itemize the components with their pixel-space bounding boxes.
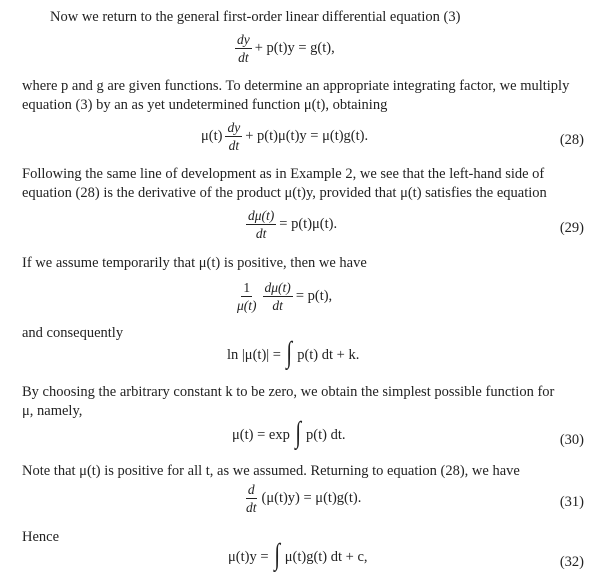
equation-rest: + p(t)μ(t)y = μ(t)g(t). (245, 128, 369, 144)
equation-integrand: p(t) dt. (306, 426, 346, 443)
paragraph-arbitrary-constant (22, 383, 584, 421)
paragraph-intro: Now we return to the general first-order linear differential equation (3) (50, 9, 461, 25)
fraction-numerator: d (247, 482, 255, 497)
equation-number: (28) (559, 132, 584, 148)
equation-29 (0, 208, 606, 248)
equation-number: (29) (559, 220, 584, 236)
equation-rest: = p(t), (295, 288, 333, 304)
paragraph-note-positive: Note that μ(t) is positive for all t, as we assumed. Returning to equation (28), we have (22, 463, 520, 479)
equation-30 (0, 416, 606, 460)
equation-rest: = p(t)μ(t). (279, 216, 338, 232)
fraction-d-dt (244, 482, 259, 515)
equation-prefix: μ(t) = exp (232, 426, 290, 443)
fraction-numerator: dμ(t) (248, 208, 275, 223)
fraction-numerator: 1 (243, 280, 251, 295)
equation-prefix: μ(t) (201, 128, 223, 144)
fraction-one-over-mu (235, 280, 259, 313)
equation-31 (0, 482, 606, 522)
fraction-dmu-dt (246, 208, 276, 241)
equation-ratio (0, 280, 606, 320)
equation-number: (32) (559, 554, 584, 570)
equation-rest: + p(t)y = g(t), (254, 40, 335, 56)
integral-sign: ∫ (273, 538, 280, 571)
equation-number: (30) (559, 432, 584, 448)
fraction-dy-dt (235, 32, 252, 65)
equation-log (0, 336, 606, 380)
paragraph-product-derivative (22, 165, 584, 203)
paragraph-line: equation (3) by an as yet undetermined function μ(t), obtaining (22, 97, 388, 113)
fraction-denominator: dt (255, 226, 267, 241)
equation-number: (31) (559, 494, 584, 510)
paragraph-hence: Hence (22, 529, 60, 545)
fraction-numerator: dμ(t) (264, 280, 291, 295)
paragraph-line: μ, namely, (22, 403, 83, 419)
fraction-denominator: dt (246, 500, 257, 515)
fraction-denominator: dt (272, 298, 283, 313)
equation-prefix: ln |μ(t)| = (227, 346, 281, 363)
equation-integrand: μ(t)g(t) dt + c, (284, 548, 368, 565)
equation-32 (0, 538, 606, 582)
paragraph-integrating-factor (22, 77, 584, 115)
fraction-numerator: dy (227, 120, 241, 135)
paragraph-line: equation (28) is the derivative of the product μ(t)y, provided that μ(t) satisfies the equation (22, 185, 547, 201)
paragraph-line: By choosing the arbitrary constant k to be zero, we obtain the simplest possible function for (22, 384, 555, 400)
paragraph-line: where p and g are given functions. To determine an appropriate integrating factor, we multiply (22, 78, 570, 94)
paragraph-assume-positive: If we assume temporarily that μ(t) is positive, then we have (22, 255, 367, 271)
paragraph-line: Following the same line of development as in Example 2, we see that the left-hand side of (22, 166, 545, 182)
integral-sign: ∫ (286, 336, 292, 369)
paragraph-consequently: and consequently (22, 325, 124, 341)
equation-rest: (μ(t)y) = μ(t)g(t). (261, 490, 362, 506)
fraction-denominator: μ(t) (237, 298, 257, 313)
fraction-dmu-dt (263, 280, 293, 313)
equation-linear-ode (0, 32, 606, 72)
integral-sign: ∫ (295, 416, 301, 449)
fraction-dy-dt (225, 120, 242, 153)
fraction-denominator: dt (228, 138, 240, 153)
equation-prefix: μ(t)y = (228, 548, 269, 565)
fraction-numerator: dy (237, 32, 250, 47)
fraction-denominator: dt (238, 50, 249, 65)
equation-integrand: p(t) dt + k. (297, 346, 360, 363)
equation-28 (0, 120, 606, 160)
